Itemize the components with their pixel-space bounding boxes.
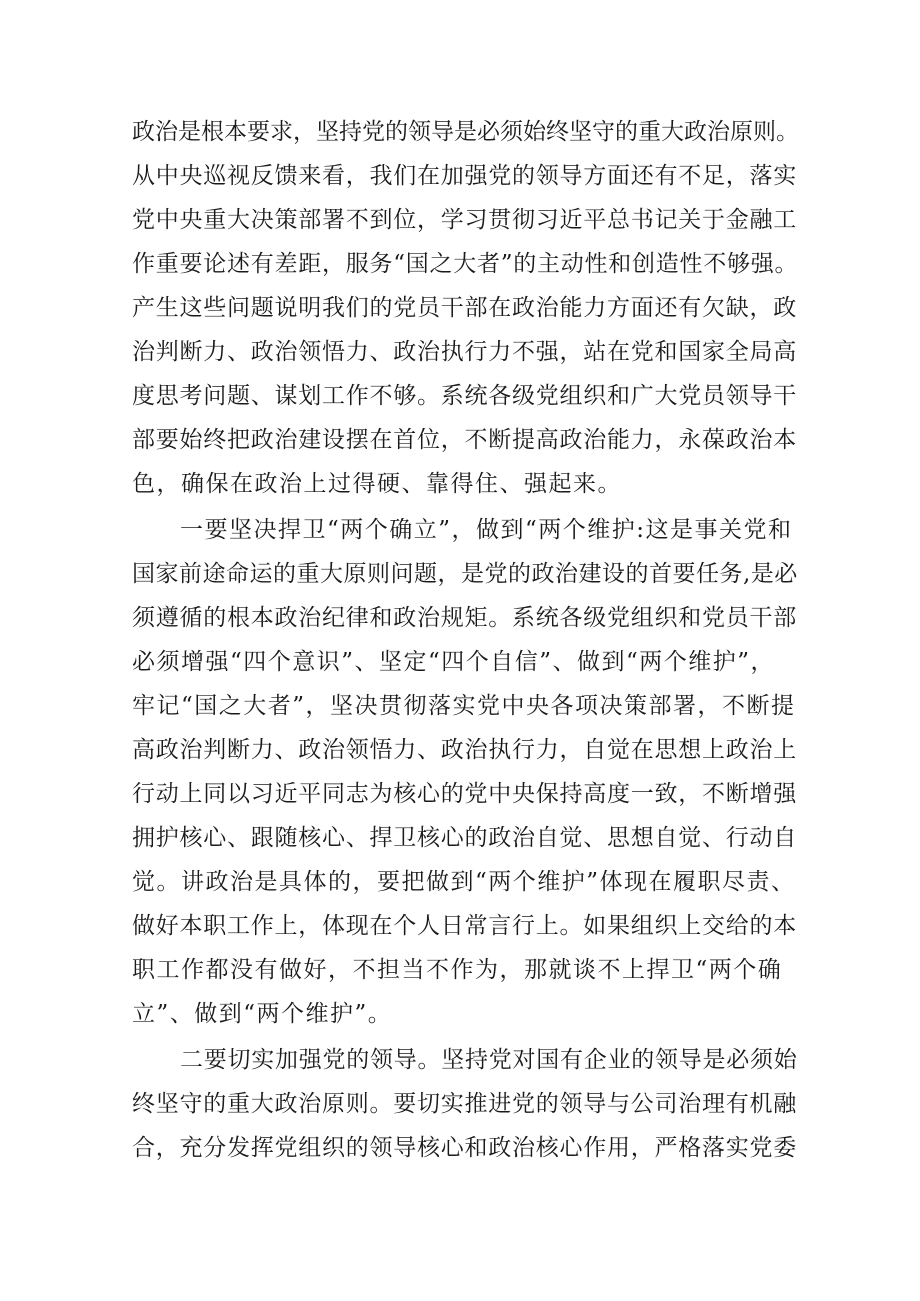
text-line: 牢记“国之大者”，坚决贯彻落实党中央各项决策部署，不断提	[132, 693, 796, 719]
text-line: 觉。讲政治是具体的，要把做到“两个维护”体现在履职尽责、	[132, 869, 796, 895]
text-line: 立”、做到“两个维护”。	[132, 1001, 393, 1027]
text-line: 产生这些问题说明我们的党员干部在政治能力方面还有欠缺，政	[132, 295, 797, 321]
text-line: 须遵循的根本政治纪律和政治规矩。系统各级党组织和党员干部	[132, 605, 797, 631]
text-line: 高政治判断力、政治领悟力、政治执行力，自觉在思想上政治上	[132, 737, 797, 763]
paragraph-first-line: 二要切实加强党的领导。坚持党对国有企业的领导是必须始	[180, 1047, 798, 1073]
text-line: 党中央重大决策部署不到位，学习贯彻习近平总书记关于金融工	[132, 207, 797, 233]
text-line: 做好本职工作上，体现在个人日常言行上。如果组织上交给的本	[132, 913, 797, 939]
text-line: 合，充分发挥党组织的领导核心和政治核心作用，严格落实党委	[132, 1135, 797, 1161]
text-line: 行动上同以习近平同志为核心的党中央保持高度一致，不断增强	[132, 781, 797, 807]
text-line: 国家前途命运的重大原则问题，是党的政治建设的首要任务,是必	[132, 561, 798, 587]
text-line: 政治是根本要求，坚持党的领导是必须始终坚守的重大政治原则。	[132, 119, 799, 145]
text-line: 治判断力、政治领悟力、政治执行力不强，站在党和国家全局高	[132, 339, 797, 365]
text-line: 从中央巡视反馈来看，我们在加强党的领导方面还有不足，落实	[132, 163, 797, 189]
text-line: 拥护核心、跟随核心、捍卫核心的政治自觉、思想自觉、行动自	[132, 825, 797, 851]
text-line: 度思考问题、谋划工作不够。系统各级党组织和广大党员领导干	[132, 383, 797, 409]
text-line: 部要始终把政治建设摆在首位，不断提高政治能力，永葆政治本	[132, 427, 797, 453]
text-line: 必须增强“四个意识”、坚定“四个自信”、做到“两个维护”，	[132, 649, 776, 675]
text-line: 职工作都没有做好，不担当不作为，那就谈不上捍卫“两个确	[132, 957, 783, 983]
text-line: 色，确保在政治上过得硬、靠得住、强起来。	[132, 471, 622, 497]
text-line: 终坚守的重大政治原则。要切实推进党的领导与公司治理有机融	[132, 1091, 797, 1117]
text-line: 作重要论述有差距，服务“国之大者”的主动性和创造性不够强。	[132, 251, 799, 277]
paragraph-first-line: 一要坚决捍卫“两个确立”，做到“两个维护:这是事关党和	[180, 517, 793, 543]
